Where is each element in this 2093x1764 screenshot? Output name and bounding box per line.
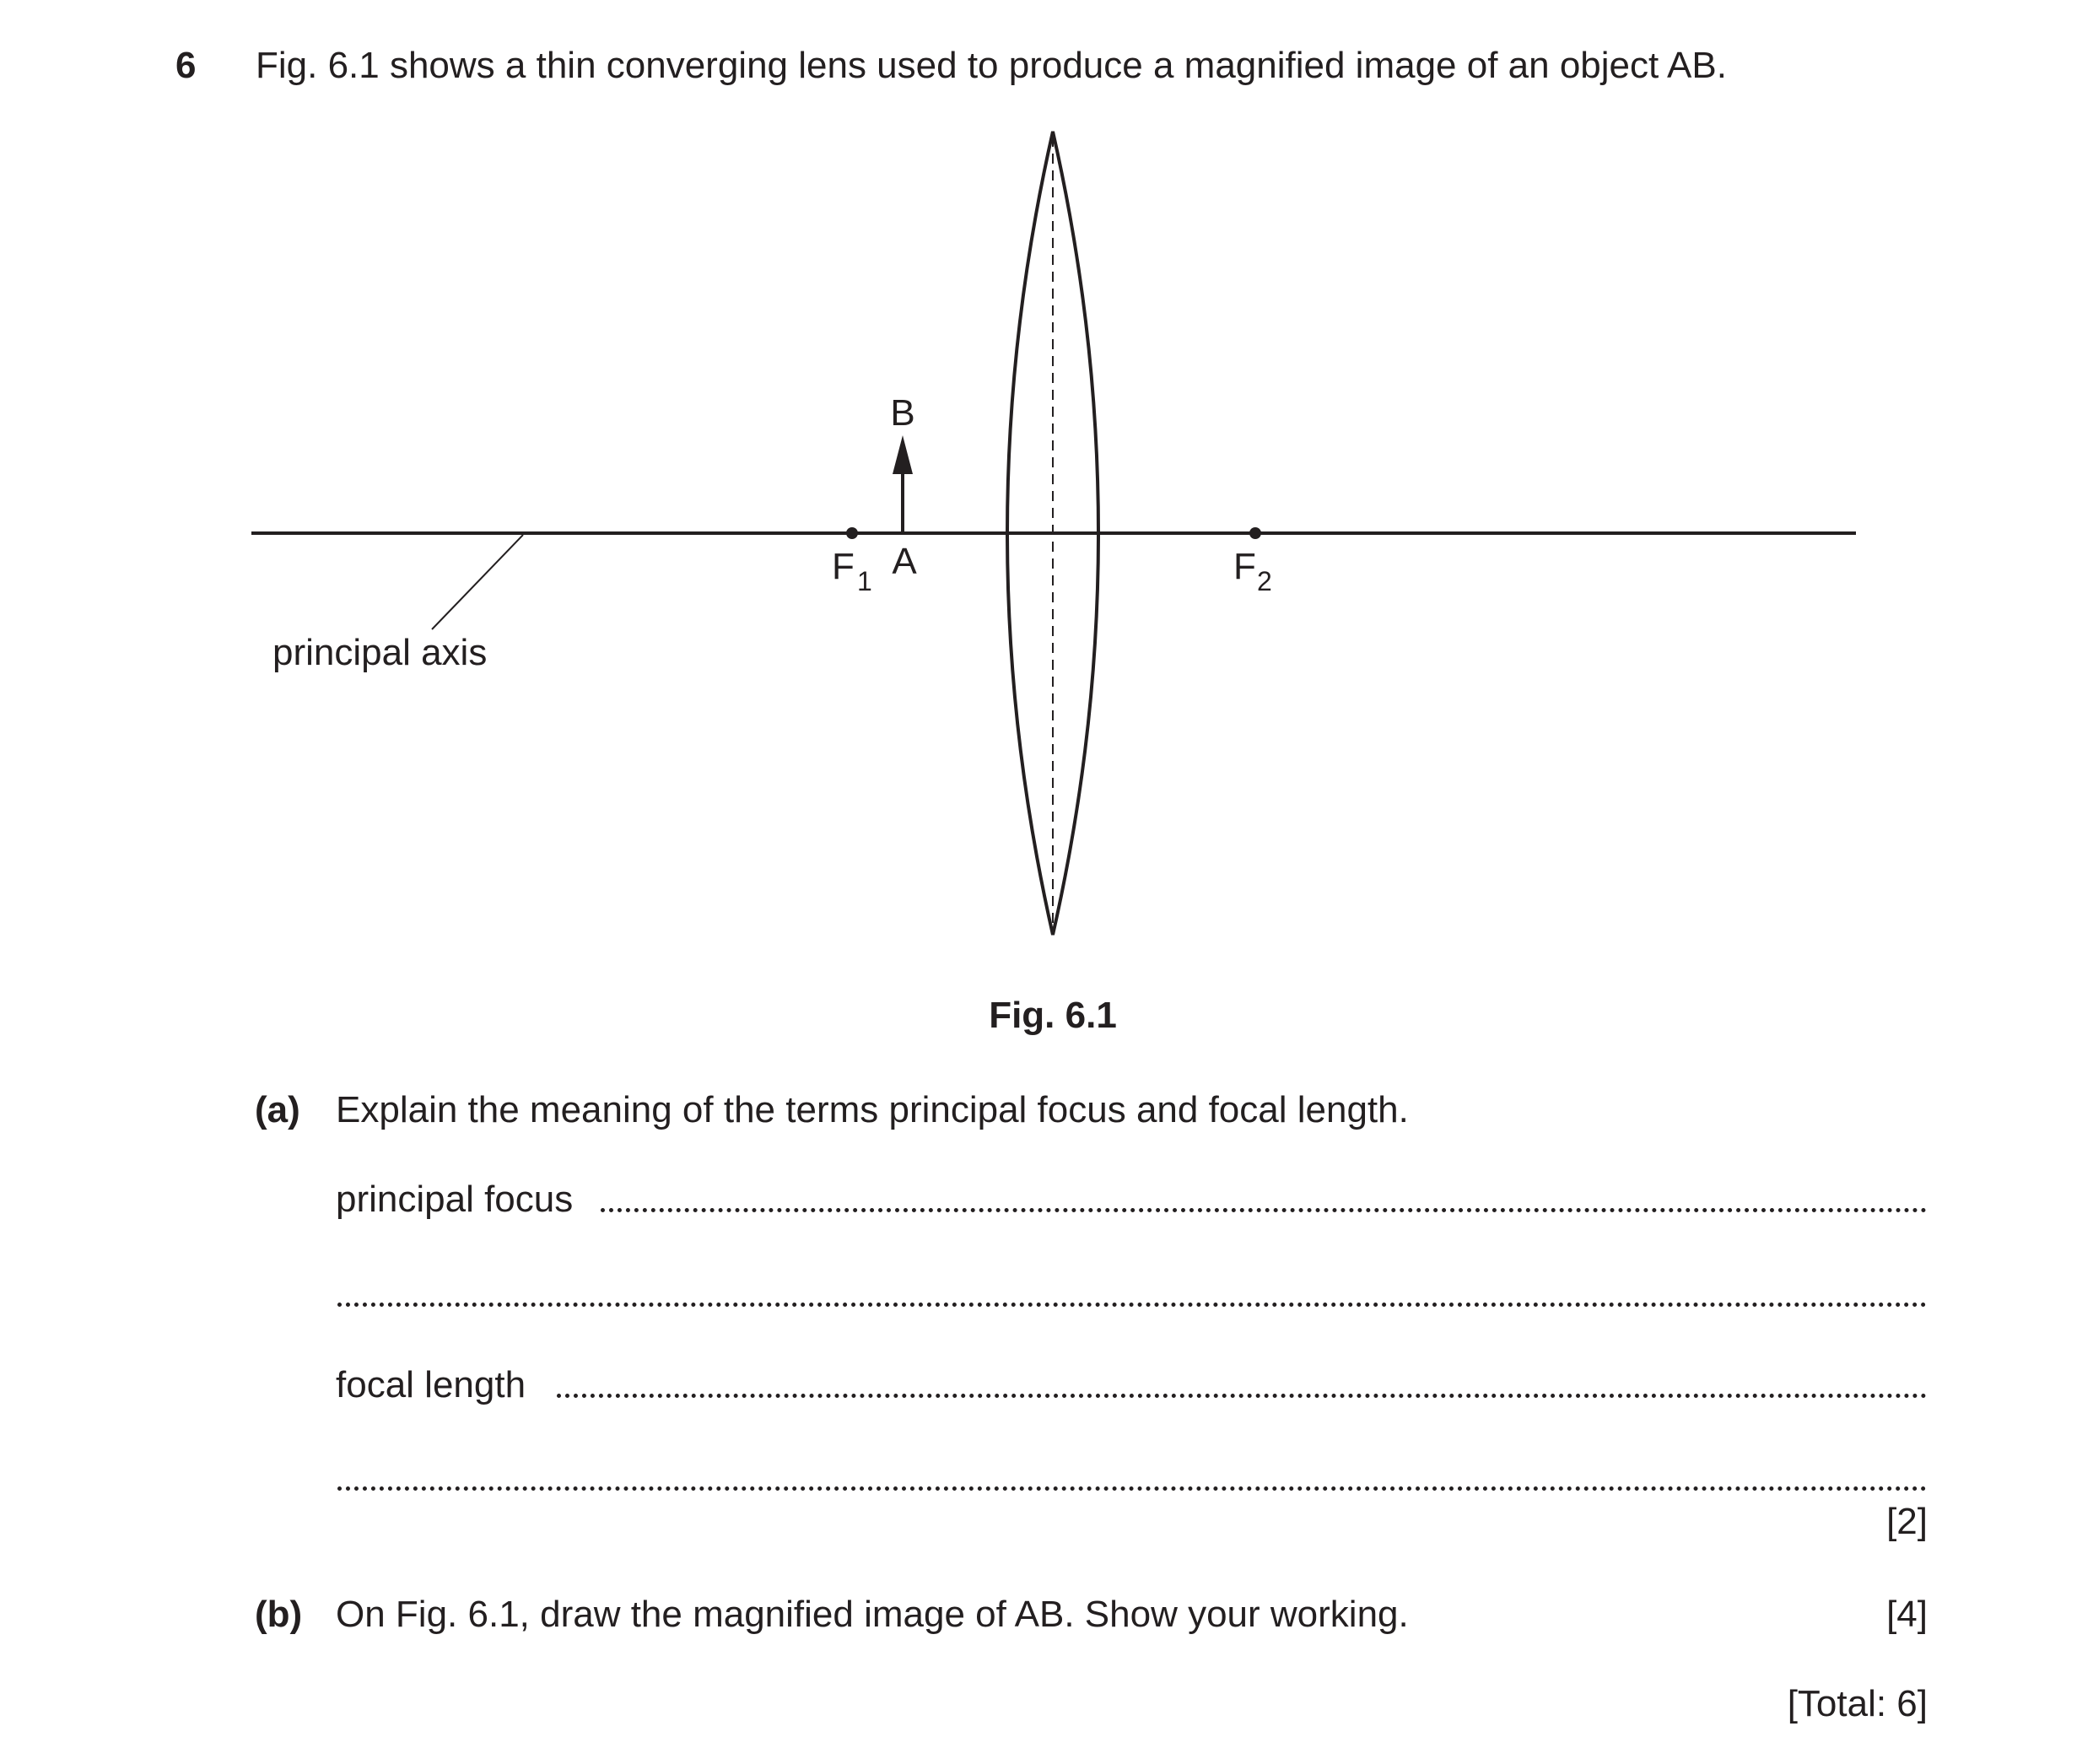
- answer-line-focal-length-2[interactable]: [337, 1486, 1927, 1491]
- answer-line-principal-focus-2[interactable]: [337, 1303, 1927, 1307]
- question-number: 6: [175, 45, 197, 86]
- question-intro: Fig. 6.1 shows a thin converging lens used to produce a magnified image of an object AB.: [256, 45, 1727, 86]
- part-a-text: Explain the meaning of the terms principal focus and focal length.: [336, 1089, 1409, 1130]
- label-f2-sub: 2: [1257, 566, 1272, 596]
- focal-point-f1: [846, 527, 858, 539]
- label-f2-letter: F: [1233, 546, 1256, 587]
- term-principal-focus: principal focus: [336, 1179, 574, 1220]
- focal-point-f2: [1249, 527, 1261, 539]
- answer-line-focal-length-1[interactable]: [557, 1394, 1927, 1398]
- total-marks: [Total: 6]: [1787, 1683, 1928, 1724]
- label-a: A: [892, 541, 917, 582]
- figure-caption: Fig. 6.1: [989, 995, 1117, 1036]
- part-b-marks: [4]: [1886, 1594, 1928, 1635]
- answer-line-principal-focus-1[interactable]: [601, 1208, 1927, 1212]
- axis-leader-line: [432, 535, 523, 629]
- label-b: B: [890, 392, 915, 434]
- part-a-label: (a): [255, 1089, 300, 1130]
- label-f1-letter: F: [832, 546, 855, 587]
- part-b-text: On Fig. 6.1, draw the magnified image of AB. Show your working.: [336, 1594, 1409, 1635]
- object-arrow-head: [893, 435, 913, 474]
- part-a-marks: [2]: [1886, 1501, 1928, 1542]
- label-principal-axis: principal axis: [272, 632, 488, 673]
- label-f1-sub: 1: [857, 566, 872, 596]
- part-b-label: (b): [255, 1594, 303, 1635]
- term-focal-length: focal length: [336, 1364, 526, 1405]
